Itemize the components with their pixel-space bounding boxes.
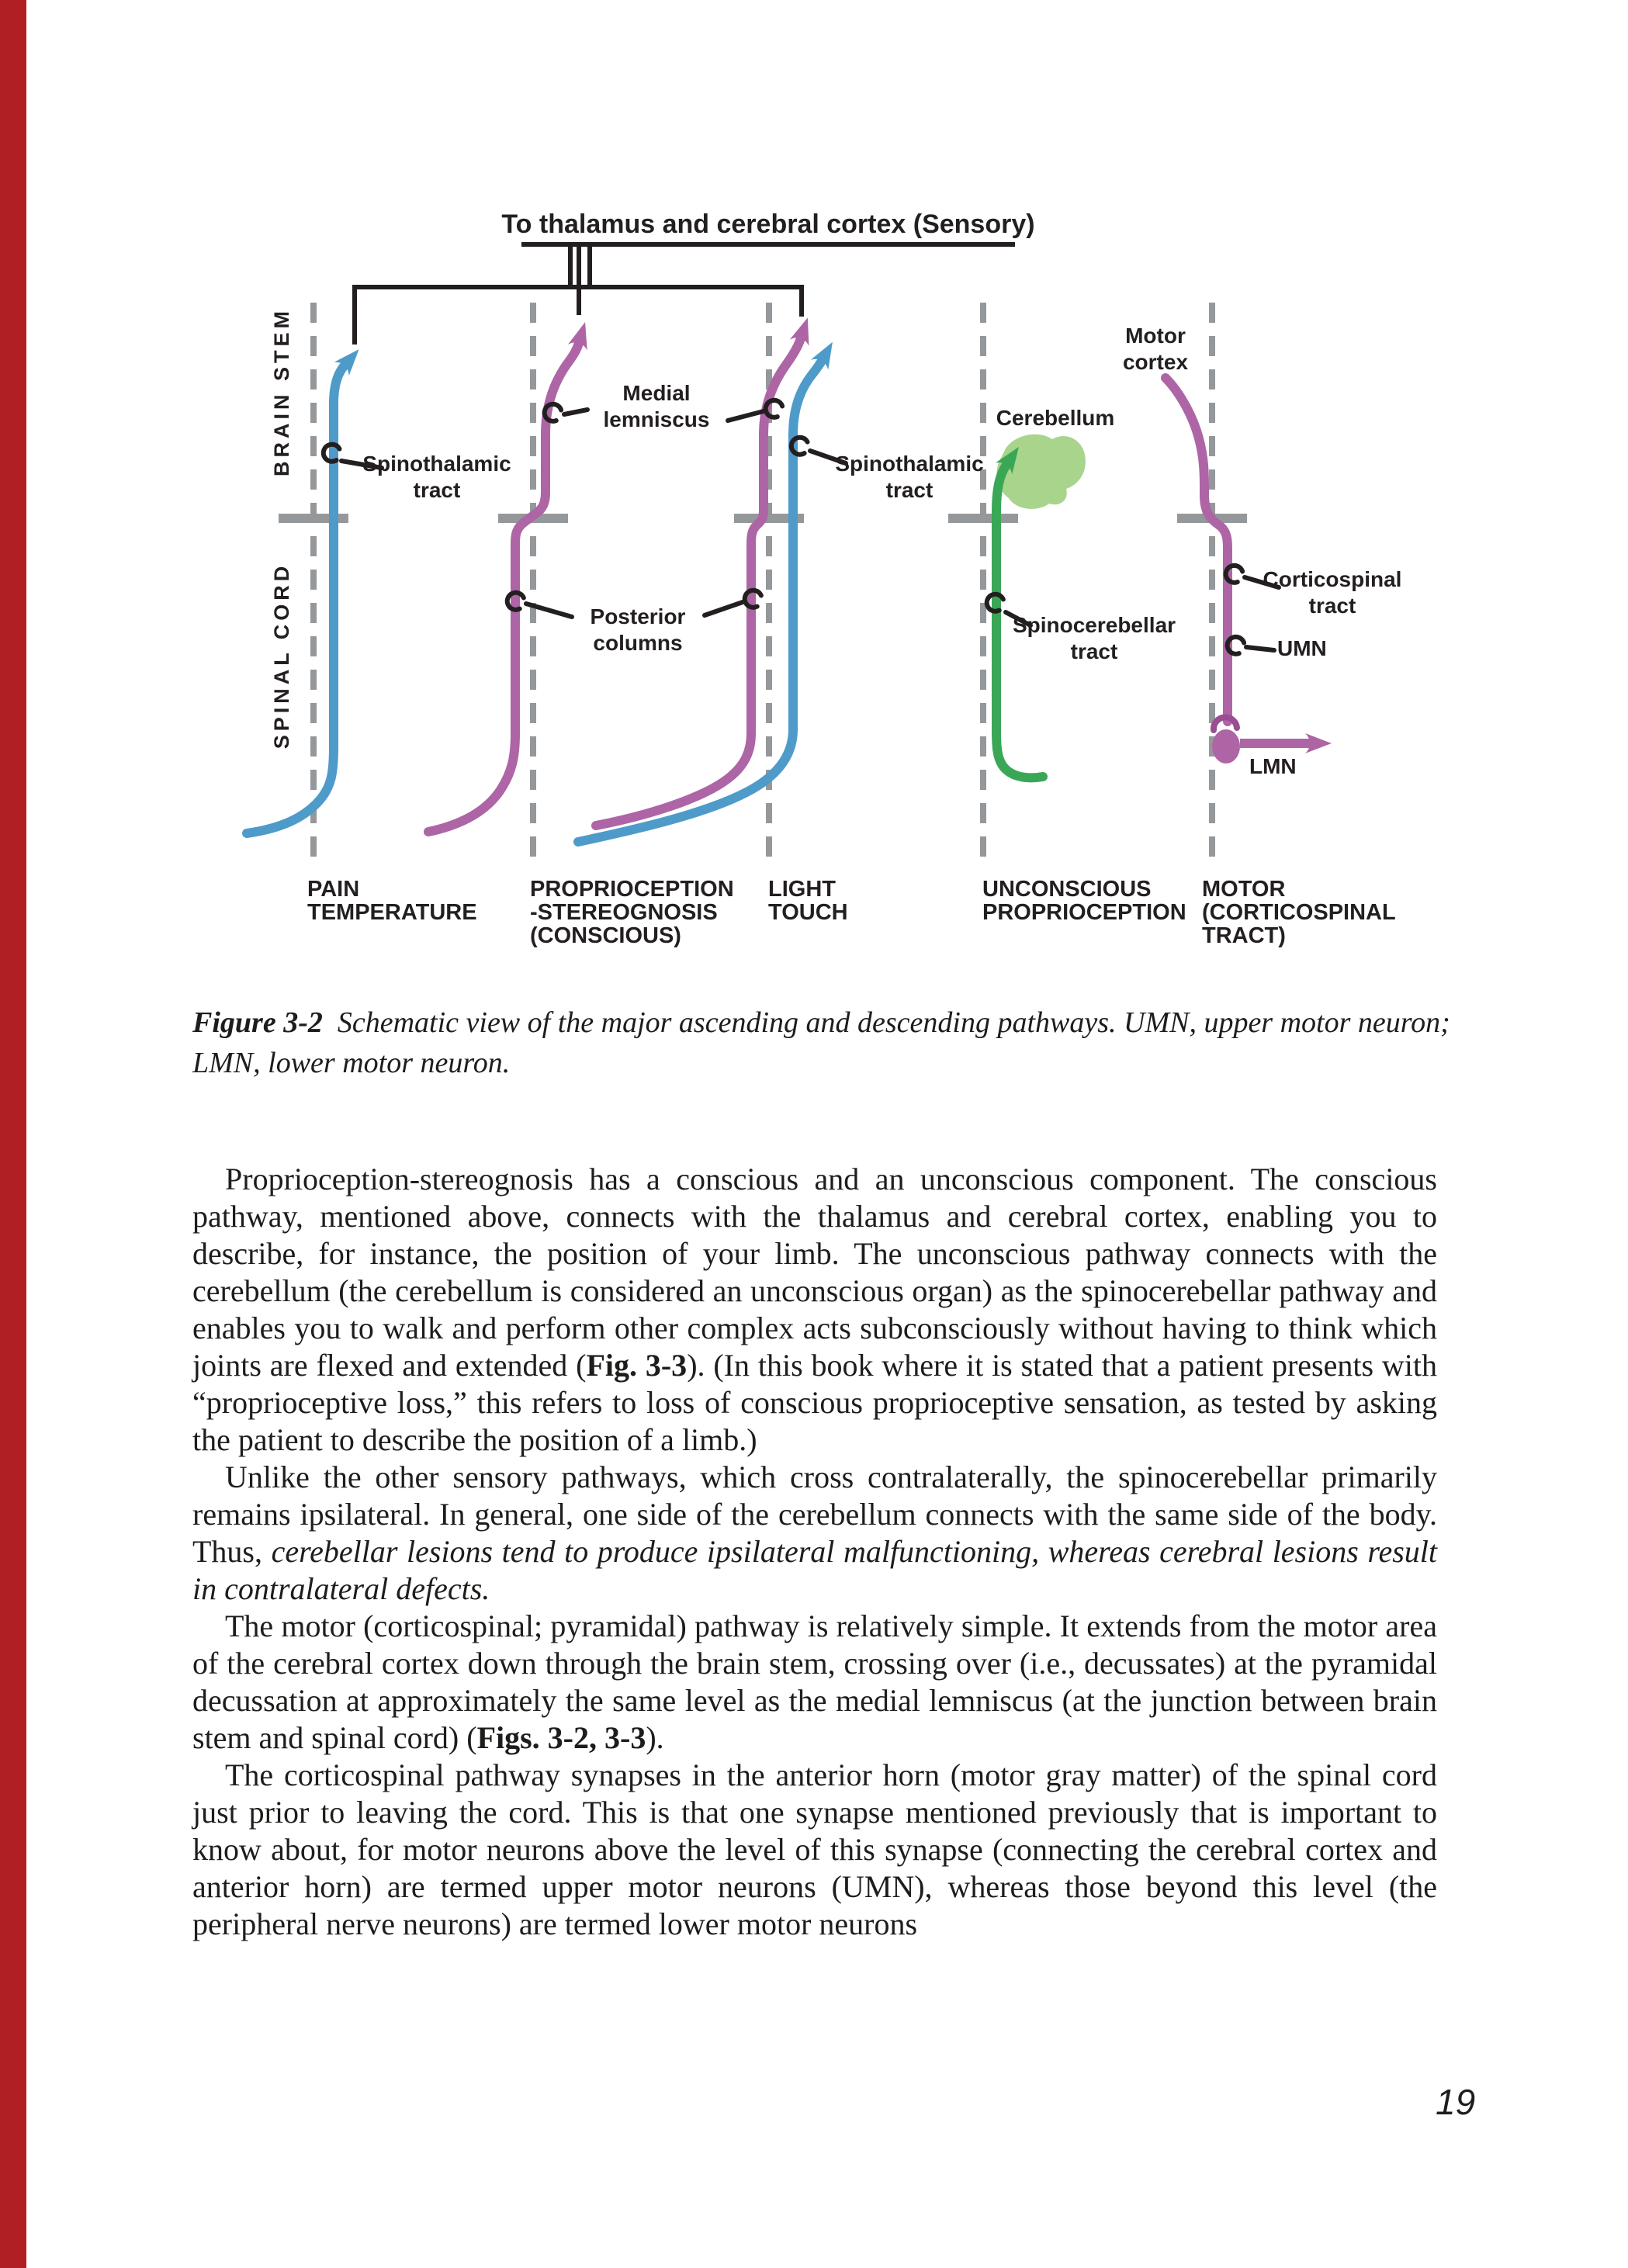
lmn-label: LMN <box>1249 754 1297 778</box>
svg-text:TRACT): TRACT) <box>1202 923 1286 948</box>
svg-text:columns: columns <box>593 631 683 655</box>
svg-text:lemniscus: lemniscus <box>603 407 710 431</box>
svg-text:-STEREOGNOSIS: -STEREOGNOSIS <box>530 900 718 925</box>
medial-lemniscus-label: Medial <box>622 381 691 405</box>
paragraph-3: The motor (corticospinal; pyramidal) pathway is relatively simple. It extends from the motor area of the cerebral cortex down through the brain stem, crossing over (i.e., decussates) at the pyramidal decussation at approximately the same level as the medial lemniscus (at the junction between brain stem and spinal cord) (Figs. 3-2, 3-3). <box>192 1608 1437 1755</box>
spinal-cord-label: SPINAL CORD <box>270 562 293 750</box>
svg-text:cortex: cortex <box>1122 350 1189 374</box>
svg-text:tract: tract <box>1308 594 1356 618</box>
figure-caption <box>192 1002 1512 1083</box>
svg-text:(CORTICOSPINAL: (CORTICOSPINAL <box>1202 900 1396 925</box>
brain-stem-label: BRAIN STEM <box>270 307 293 476</box>
page-number: 19 <box>1436 2082 1476 2122</box>
spinocerebellar-label: Spinocerebellar <box>1012 613 1176 637</box>
figure-caption-text-line2: LMN, lower motor neuron. <box>192 1047 511 1079</box>
figure-caption-text-line1: Schematic view of the major ascending and descending pathways. UMN, upper motor neuron; <box>337 1006 1450 1039</box>
svg-text:tract: tract <box>885 478 934 502</box>
posterior-columns-label: Posterior <box>590 604 686 628</box>
figure-3-2-diagram <box>0 0 1628 1001</box>
category-proprioception: PROPRIOCEPTION <box>530 877 734 902</box>
paragraph-2: Unlike the other sensory pathways, which cross contralaterally, the spinocerebellar primarily remains ipsilateral. In general, one side of the cerebellum connects with the same side of the body. Thus, cerebellar lesions tend to produce ipsilateral malfunctioning, whereas cerebral lesions result in contralateral defects. <box>192 1459 1437 1606</box>
svg-text:TEMPERATURE: TEMPERATURE <box>307 900 477 925</box>
motor-cortex-label: Motor <box>1125 324 1186 348</box>
svg-text:tract: tract <box>413 478 461 502</box>
svg-text:PROPRIOCEPTION: PROPRIOCEPTION <box>982 900 1186 925</box>
paragraph-1: Proprioception-stereognosis has a conscious and an unconscious component. The conscious pathway, mentioned above, connects with the thalamus and cerebral cortex, enabling you to describe, for instance, the position of your limb. The unconscious pathway connects with the cerebellum (the cerebellum is considered an unconscious organ) as the spinocerebellar pathway and enables you to walk and perform other complex acts subconsciously without having to think which joints are flexed and extended (Fig. 3-3). (In this book where it is stated that a patient presents with “proprioceptive loss,” this refers to loss of conscious proprioceptive sensation, as tested by asking the patient to describe the position of a limb.) <box>192 1162 1437 1457</box>
paragraph-4: The corticospinal pathway synapses in the anterior horn (motor gray matter) of the spinal cord just prior to leaving the cord. This is that one synapse mentioned previously that is important to know about, for motor neurons above the level of this synapse (connecting the cerebral cortex and anterior horn) are termed upper motor neurons (UMN), whereas those beyond this level (the peripheral nerve neurons) are termed lower motor neurons <box>192 1757 1437 1941</box>
category-motor: MOTOR <box>1202 877 1286 902</box>
svg-text:(CONSCIOUS): (CONSCIOUS) <box>530 923 681 948</box>
bracket-lines <box>352 244 1015 345</box>
light-touch-blue-line <box>578 361 822 842</box>
corticospinal-pathway-line <box>1166 378 1228 722</box>
cerebellum-label: Cerebellum <box>996 406 1115 430</box>
category-light-touch: LIGHT <box>768 877 836 902</box>
spinothalamic-left-label: Spinothalamic <box>362 452 511 476</box>
category-unconscious-proprioception: UNCONSCIOUS <box>982 877 1152 902</box>
figure-caption-label: Figure 3-2 <box>192 1006 323 1039</box>
category-pain-temperature: PAIN <box>307 877 360 902</box>
corticospinal-label: Corticospinal <box>1263 567 1402 591</box>
svg-text:TOUCH: TOUCH <box>768 900 848 925</box>
svg-text:tract: tract <box>1070 639 1118 663</box>
lmn-soma <box>1212 729 1240 764</box>
body-text <box>192 1161 1437 1943</box>
umn-label: UMN <box>1277 636 1327 660</box>
proprioception-pathway-line <box>428 343 579 832</box>
cerebellum-shape <box>996 435 1085 509</box>
pain-temperature-pathway-line <box>247 365 345 833</box>
spinothalamic-right-label: Spinothalamic <box>835 452 984 476</box>
figure-title: To thalamus and cerebral cortex (Sensory) <box>501 209 1035 239</box>
